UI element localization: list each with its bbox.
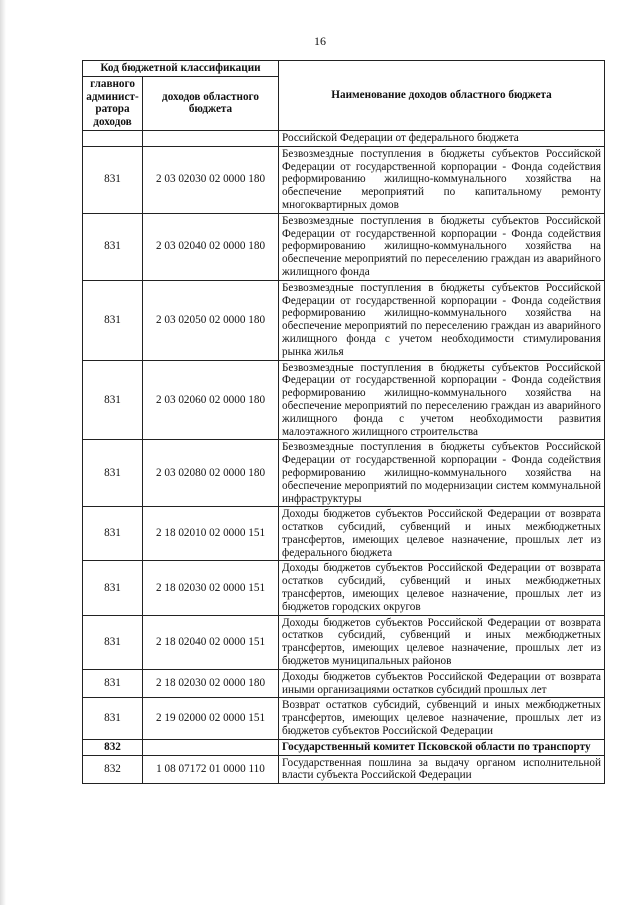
page-number: 16	[314, 34, 326, 48]
income-name-cell: Доходы бюджетов субъектов Российской Федерации от возврата остатков субсидий, субвенций и иных межбюджетных трансфертов, имеющих целевое назначение, прошлых лет из федерального бюджета	[279, 507, 605, 561]
table-row	[83, 507, 605, 561]
income-code-cell: 2 03 02060 02 0000 180	[143, 360, 279, 440]
income-code-cell: 2 19 02000 02 0000 151	[143, 698, 279, 739]
admin-code-cell: 831	[83, 669, 143, 698]
income-code-cell: 2 03 02080 02 0000 180	[143, 440, 279, 507]
income-name-cell: Государственная пошлина за выдачу органом исполнительной власти субъекта Российской Федерации	[279, 755, 605, 784]
admin-code-cell: 831	[83, 146, 143, 213]
table-row	[83, 561, 605, 615]
income-name-cell: Безвозмездные поступления в бюджеты субъектов Российской Федерации от государственной корпорации - Фонда содействия реформированию жилищно-коммунального хозяйства на обеспечение мероприятий по переселению граждан из аварийного жилищного фонда	[279, 213, 605, 280]
table-row	[83, 213, 605, 280]
table-row	[83, 360, 605, 440]
income-code-cell: 2 18 02030 02 0000 151	[143, 561, 279, 615]
table-row	[83, 280, 605, 360]
admin-code-cell	[83, 130, 143, 146]
table-row	[83, 669, 605, 698]
header-income-code: доходов областного бюджета	[143, 76, 279, 130]
income-name-cell: Безвозмездные поступления в бюджеты субъектов Российской Федерации от государственной корпорации - Фонда содействия реформированию жилищно-коммунального хозяйства на обеспечение мероприятий по модернизации систем коммунальной инфраструктуры	[279, 440, 605, 507]
admin-code-cell: 831	[83, 615, 143, 669]
table-row	[83, 615, 605, 669]
header-group-code: Код бюджетной классификации	[83, 61, 279, 77]
income-code-cell	[143, 130, 279, 146]
admin-code-cell: 831	[83, 698, 143, 739]
income-code-cell: 1 08 07172 01 0000 110	[143, 755, 279, 784]
income-name-cell: Безвозмездные поступления в бюджеты субъектов Российской Федерации от государственной корпорации - Фонда содействия реформированию жилищно-коммунального хозяйства на обеспечение мероприятий по капитальному ремонту многоквартирных домов	[279, 146, 605, 213]
income-code-cell	[143, 739, 279, 755]
header-name: Наименование доходов областного бюджета	[279, 61, 605, 131]
income-code-cell: 2 03 02040 02 0000 180	[143, 213, 279, 280]
admin-code-cell: 831	[83, 561, 143, 615]
table-header	[83, 61, 605, 131]
income-name-cell: Безвозмездные поступления в бюджеты субъектов Российской Федерации от государственной корпорации - Фонда содействия реформированию жилищно-коммунального хозяйства на обеспечение мероприятий по переселению граждан из аварийного жилищного фонда с учетом необходимости стимулирования рынка жилья	[279, 280, 605, 360]
header-admin: главного админист-ратора доходов	[83, 76, 143, 130]
income-code-cell: 2 18 02030 02 0000 180	[143, 669, 279, 698]
table-row	[83, 440, 605, 507]
admin-code-cell: 832	[83, 755, 143, 784]
income-name-cell: Доходы бюджетов субъектов Российской Федерации от возврата иными организациями остатков субсидий прошлых лет	[279, 669, 605, 698]
income-name-cell: Безвозмездные поступления в бюджеты субъектов Российской Федерации от государственной корпорации - Фонда содействия реформированию жилищно-коммунального хозяйства на обеспечение мероприятий по переселению граждан из аварийного жилищного фонда с учетом необходимости развития малоэтажного жилищного строительства	[279, 360, 605, 440]
table-row	[83, 146, 605, 213]
table-row	[83, 755, 605, 784]
income-code-cell: 2 18 02040 02 0000 151	[143, 615, 279, 669]
income-name-cell: Доходы бюджетов субъектов Российской Федерации от возврата остатков субсидий, субвенций и иных межбюджетных трансфертов, имеющих целевое назначение, прошлых лет из бюджетов муниципальных районов	[279, 615, 605, 669]
admin-code-cell: 831	[83, 213, 143, 280]
table-row	[83, 130, 605, 146]
admin-code-cell: 831	[83, 280, 143, 360]
scan-edge	[0, 0, 6, 905]
income-code-cell: 2 18 02010 02 0000 151	[143, 507, 279, 561]
table-body	[83, 130, 605, 783]
income-name-cell: Российской Федерации от федерального бюджета	[279, 130, 605, 146]
income-name-cell: Доходы бюджетов субъектов Российской Федерации от возврата остатков субсидий, субвенций и иных межбюджетных трансфертов, имеющих целевое назначение, прошлых лет из бюджетов городских округов	[279, 561, 605, 615]
income-name-cell: Возврат остатков субсидий, субвенций и иных межбюджетных трансфертов, имеющих целевое назначение, прошлых лет из бюджетов субъектов Российской Федерации	[279, 698, 605, 739]
income-code-cell: 2 03 02050 02 0000 180	[143, 280, 279, 360]
income-name-cell: Государственный комитет Псковской области по транспорту	[279, 739, 605, 755]
budget-classification-table	[82, 60, 605, 784]
admin-code-cell: 831	[83, 360, 143, 440]
table-row	[83, 739, 605, 755]
admin-code-cell: 831	[83, 507, 143, 561]
admin-code-cell: 831	[83, 440, 143, 507]
admin-code-cell: 832	[83, 739, 143, 755]
table-row	[83, 698, 605, 739]
income-code-cell: 2 03 02030 02 0000 180	[143, 146, 279, 213]
